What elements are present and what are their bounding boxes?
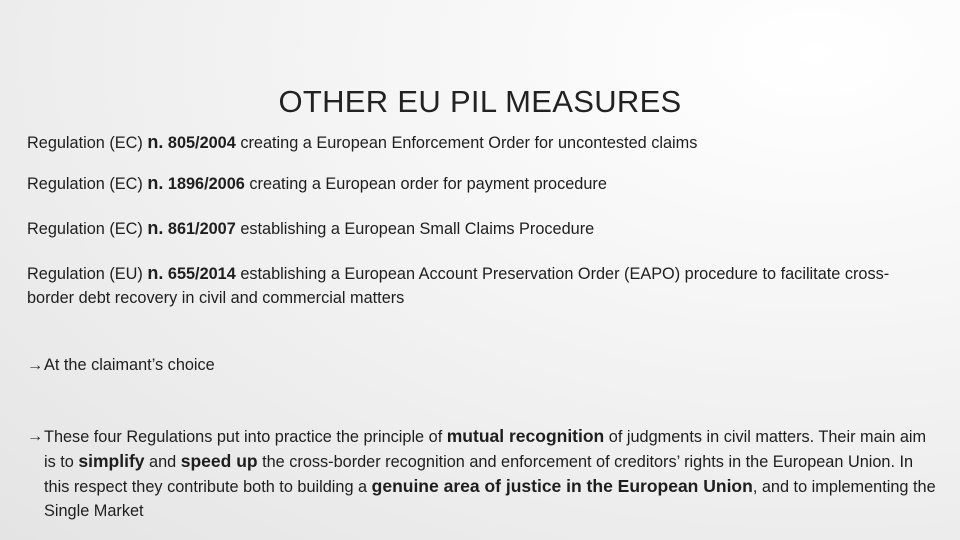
summary-segment: of judgments in civil matters. Their main aim is to [44,428,927,471]
regulation-description: creating a European Enforcement Order for uncontested claims [235,134,698,152]
regulation-n: n. [147,132,164,152]
summary-segment: the cross-border recognition and enforcement of creditors’ rights in the European Union. In this respect they contribute both to building a [44,453,914,496]
summary-segment: , and to implementing the Single Market [44,478,936,520]
slide-title: OTHER EU PIL MEASURES [278,84,682,119]
summary-text [27,424,937,523]
summary-emphasis: speed up [180,451,258,471]
regulation-n: n. [147,173,164,193]
regulation-prefix: Regulation (EC) [27,220,148,238]
regulation-number: 655/2014 [163,265,236,283]
regulation-prefix: Regulation (EC) [27,134,148,152]
regulation-item [27,171,932,196]
regulation-prefix: Regulation (EC) [27,175,148,193]
summary-segment: and [144,453,181,471]
regulation-item [27,261,932,310]
regulation-item [27,216,932,241]
choice-text: At the claimant’s choice [44,356,215,374]
summary-segment: These four Regulations put into practice the principle of [44,428,447,446]
regulation-n: n. [147,263,164,283]
regulation-prefix: Regulation (EU) [27,265,148,283]
summary-emphasis: simplify [78,451,145,471]
regulation-description: establishing a European Small Claims Procedure [235,220,595,238]
summary-emphasis: genuine area of justice in the European Union [371,476,753,496]
regulation-number: 805/2004 [163,134,236,152]
regulation-description: creating a European order for payment procedure [244,175,607,193]
regulation-number: 861/2007 [163,220,236,238]
regulation-number: 1896/2006 [163,175,245,193]
regulation-n: n. [147,218,164,238]
regulation-item [27,130,932,155]
arrow-right-icon: → [27,427,44,445]
choice-note [27,353,937,377]
summary-paragraph [27,424,937,523]
regulation-description: establishing a European Account Preservation Order (EAPO) procedure to facilitate cross-border debt recovery in civil and commercial matters [27,265,890,307]
summary-emphasis: mutual recognition [446,426,605,446]
arrow-right-icon: → [27,356,44,374]
